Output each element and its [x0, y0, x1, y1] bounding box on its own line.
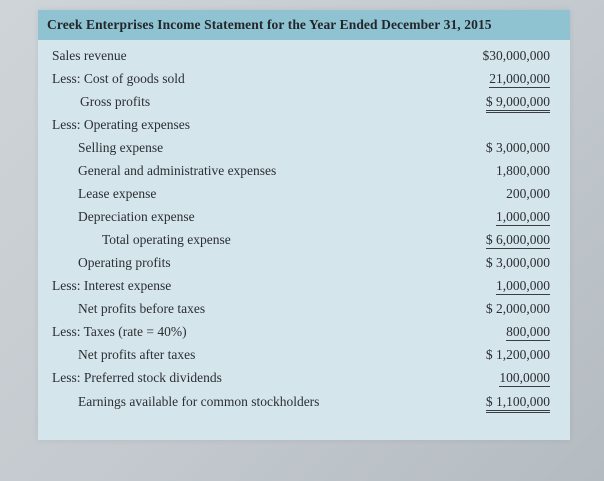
row-taxes [38, 324, 570, 346]
row-label: Less: Preferred stock dividends [52, 370, 222, 385]
row-label: Gross profits [80, 94, 151, 109]
row-value: 800,000 [506, 324, 550, 339]
row-total-operating-expense [38, 232, 570, 254]
row-operating-expenses-header [38, 117, 570, 139]
statement-title: Creek Enterprises Income Statement for the Year Ended December 31, 2015 [47, 17, 492, 32]
row-label: Sales revenue [52, 48, 127, 63]
row-value: $ 3,000,000 [485, 140, 550, 155]
row-lease-expense [38, 186, 570, 208]
row-value: $ 2,000,000 [485, 301, 550, 316]
row-label: Less: Taxes (rate = 40%) [52, 324, 187, 339]
row-label: Less: Interest expense [52, 278, 172, 293]
row-value: $ 1,200,000 [485, 347, 550, 362]
row-value: 100,0000 [499, 370, 550, 385]
row-preferred-stock-dividends [38, 370, 570, 392]
row-label: Operating profits [78, 255, 171, 270]
row-general-admin-expenses [38, 163, 570, 185]
row-label: Selling expense [78, 140, 164, 155]
row-label: Earnings available for common stockholders [78, 394, 320, 409]
row-net-profits-after-taxes [38, 347, 570, 369]
row-gross-profits [38, 94, 570, 116]
row-net-profits-before-taxes [38, 301, 570, 323]
row-label: Net profits after taxes [78, 347, 196, 362]
row-value: 1,000,000 [496, 209, 550, 224]
row-value: $ 9,000,000 [486, 94, 550, 113]
row-value: 21,000,000 [489, 71, 550, 86]
row-label: General and administrative expenses [78, 163, 277, 178]
row-label: Lease expense [78, 186, 157, 201]
row-depreciation-expense [38, 209, 570, 231]
row-value: $ 3,000,000 [485, 255, 550, 270]
row-value: 1,800,000 [496, 163, 550, 178]
row-label: Less: Cost of goods sold [52, 71, 185, 86]
row-sales-revenue [38, 48, 570, 70]
income-statement [38, 10, 570, 440]
row-label: Depreciation expense [78, 209, 195, 224]
row-label: Net profits before taxes [78, 301, 206, 316]
title-bar [38, 10, 570, 40]
row-label: Total operating expense [102, 232, 231, 247]
row-value: $ 1,100,000 [486, 394, 550, 413]
row-interest-expense [38, 278, 570, 300]
row-value: $30,000,000 [482, 48, 550, 63]
row-value: 1,000,000 [496, 278, 550, 293]
row-earnings-common-stockholders [38, 394, 570, 416]
row-value: 200,000 [506, 186, 550, 201]
row-label: Less: Operating expenses [52, 117, 190, 132]
row-cost-of-goods-sold [38, 71, 570, 93]
row-selling-expense [38, 140, 570, 162]
row-operating-profits [38, 255, 570, 277]
row-value: $ 6,000,000 [485, 232, 550, 247]
